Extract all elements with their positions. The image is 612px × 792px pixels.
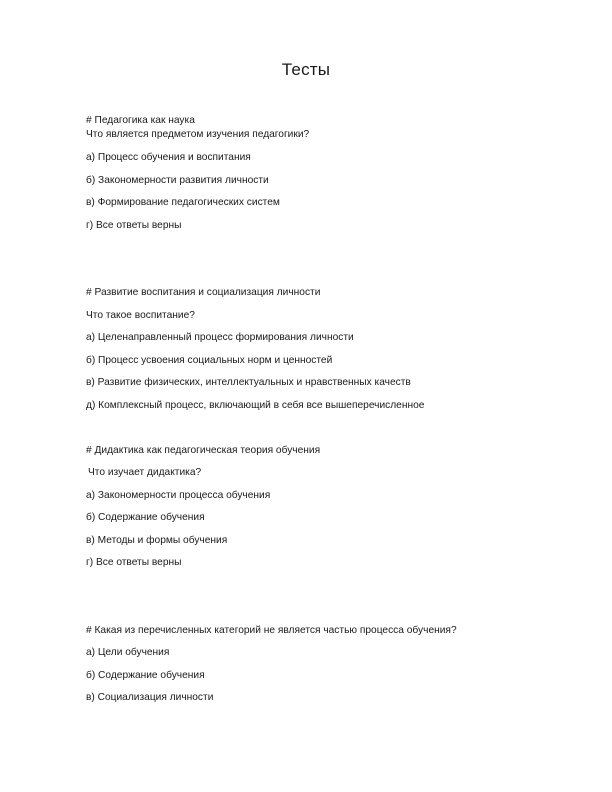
answer-option: в) Формирование педагогических систем [86, 197, 280, 208]
question-text: Что такое воспитание? [86, 310, 195, 321]
answer-option: в) Методы и формы обучения [86, 535, 228, 546]
answer-option: д) Комплексный процесс, включающий в себя все вышеперечисленное [86, 400, 425, 411]
answer-option: г) Все ответы верны [86, 220, 182, 231]
section-heading: # Какая из перечисленных категорий не является частью процесса обучения? [86, 625, 457, 636]
document-title: Тесты [281, 60, 331, 79]
section-heading: # Педагогика как наука [86, 115, 195, 126]
answer-option: в) Социализация личности [86, 692, 214, 703]
section-heading: # Дидактика как педагогическая теория обучения [86, 445, 321, 456]
answer-option: в) Развитие физических, интеллектуальных и нравственных качеств [86, 377, 411, 388]
answer-option: б) Закономерности развития личности [86, 175, 269, 186]
answer-option: б) Процесс усвоения социальных норм и ценностей [86, 355, 333, 366]
answer-option: б) Содержание обучения [86, 670, 205, 681]
answer-option: а) Процесс обучения и воспитания [86, 152, 251, 163]
question-text: Что изучает дидактика? [88, 467, 202, 478]
answer-option: а) Цели обучения [86, 647, 170, 658]
answer-option: г) Все ответы верны [86, 557, 182, 568]
question-text: Что является предметом изучения педагогики? [86, 129, 310, 140]
section-heading: # Развитие воспитания и социализация личности [86, 287, 321, 298]
answer-option: б) Содержание обучения [86, 512, 205, 523]
answer-option: а) Закономерности процесса обучения [86, 490, 271, 501]
answer-option: а) Целенаправленный процесс формирования личности [86, 332, 354, 343]
